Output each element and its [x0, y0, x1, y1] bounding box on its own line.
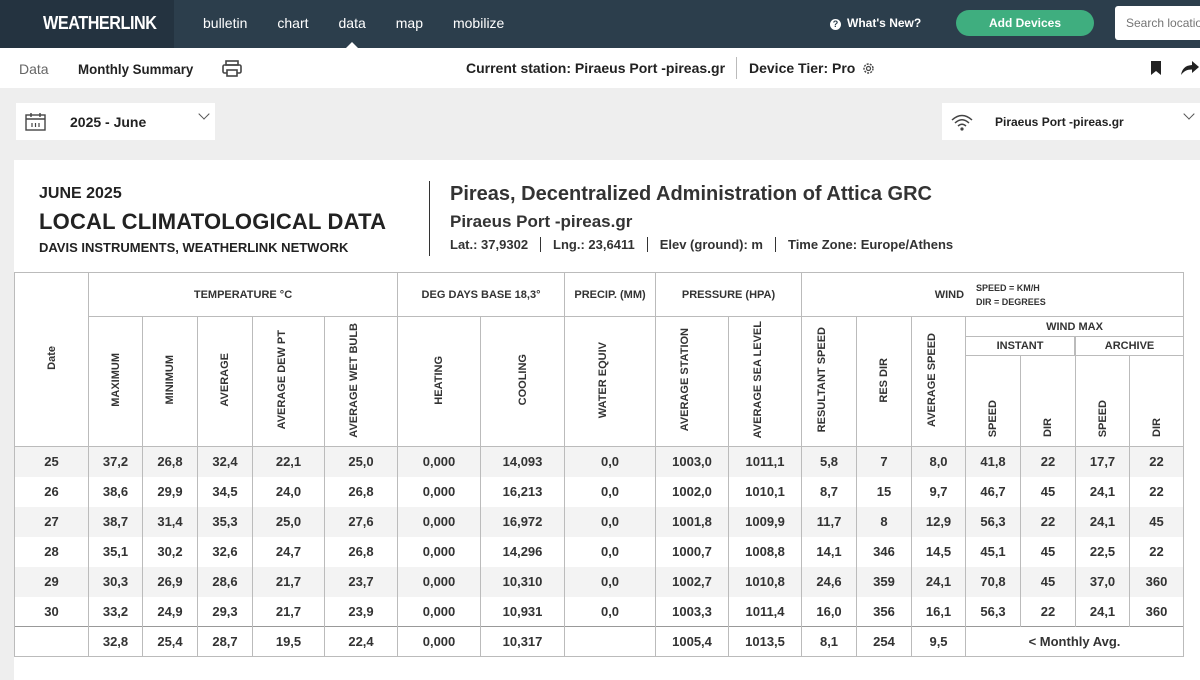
table-cell: 27: [15, 507, 89, 537]
table-cell: 37,2: [89, 447, 143, 477]
climate-table: [14, 272, 1184, 657]
month-value: 2025 - June: [70, 114, 147, 130]
nav-mobilize[interactable]: mobilize: [452, 15, 505, 31]
table-cell: 24,7: [253, 537, 325, 567]
search-input[interactable]: [1115, 6, 1200, 40]
table-cell: 33,2: [89, 597, 143, 627]
table-cell: 360: [1130, 597, 1184, 627]
table-cell: 26,8: [325, 477, 398, 507]
nav-map[interactable]: map: [395, 15, 423, 31]
table-cell: 38,7: [89, 507, 143, 537]
table-cell: 16,0: [802, 597, 857, 627]
station-value: Piraeus Port -pireas.gr: [995, 115, 1124, 129]
table-cell: 359: [857, 567, 912, 597]
wifi-icon: [950, 112, 974, 132]
table-cell: 22,1: [253, 447, 325, 477]
tab-monthly-summary[interactable]: Monthly Summary: [78, 61, 194, 77]
table-cell: 9,7: [912, 477, 966, 507]
table-cell: 30,3: [89, 567, 143, 597]
table-cell: 23,7: [325, 567, 398, 597]
group-deg-days: DEG DAYS BASE 18,3°: [398, 273, 565, 317]
group-pressure: PRESSURE (HPA): [656, 273, 802, 317]
table-cell: 22: [1130, 477, 1184, 507]
table-cell: 22: [1021, 447, 1076, 477]
current-station-label: Current station: Piraeus Port -pireas.gr: [466, 60, 726, 76]
table-cell: 26,8: [325, 537, 398, 567]
table-cell: 0,000: [398, 477, 481, 507]
table-cell: 0,0: [565, 477, 656, 507]
col-instant-speed: INSTANT SPEED: [966, 337, 1021, 447]
table-cell: 0,0: [565, 507, 656, 537]
table-cell: 0,000: [398, 597, 481, 627]
table-cell: 25,0: [253, 507, 325, 537]
table-cell: 31,4: [143, 507, 198, 537]
table-row: [15, 477, 1184, 507]
table-cell: 1009,9: [729, 507, 802, 537]
table-cell: 9,5: [912, 627, 966, 657]
chevron-down-icon: [1183, 108, 1194, 119]
table-cell: 0,0: [565, 447, 656, 477]
table-cell: 1011,1: [729, 447, 802, 477]
col-instant-dir: DIR: [1021, 337, 1076, 447]
table-cell: 14,296: [481, 537, 565, 567]
table-cell: 8,7: [802, 477, 857, 507]
table-cell: 17,7: [1076, 447, 1130, 477]
table-cell: 35,1: [89, 537, 143, 567]
col-minimum: MINIMUM: [143, 317, 198, 447]
group-instant: INSTANT: [965, 336, 1075, 356]
table-cell: 45: [1021, 567, 1076, 597]
table-cell: 28: [15, 537, 89, 567]
table-cell: 26,8: [143, 447, 198, 477]
col-average: AVERAGE: [198, 317, 253, 447]
table-cell: 16,213: [481, 477, 565, 507]
table-cell: 22,5: [1076, 537, 1130, 567]
table-cell: 356: [857, 597, 912, 627]
col-avg-sea-level: AVERAGE SEA LEVEL: [729, 317, 802, 447]
table-cell: 24,1: [912, 567, 966, 597]
col-res-dir: RES DIR: [857, 317, 912, 447]
device-tier-label: Device Tier: Pro: [749, 60, 856, 76]
table-cell: 0,000: [398, 507, 481, 537]
table-cell: 35,3: [198, 507, 253, 537]
monthly-avg-label: < Monthly Avg.: [966, 627, 1184, 657]
table-cell: 22: [1130, 447, 1184, 477]
table-cell: 29: [15, 567, 89, 597]
table-cell: 28,7: [198, 627, 253, 657]
table-cell: 1008,8: [729, 537, 802, 567]
divider: [736, 57, 737, 79]
table-cell: [565, 627, 656, 657]
table-cell: 32,8: [89, 627, 143, 657]
table-cell: 38,6: [89, 477, 143, 507]
table-cell: 41,8: [966, 447, 1021, 477]
table-cell: 23,9: [325, 597, 398, 627]
divider: [429, 181, 430, 256]
table-cell: 14,5: [912, 537, 966, 567]
col-dew-pt: AVERAGE DEW PT: [253, 317, 325, 447]
add-devices-button[interactable]: Add Devices: [956, 10, 1094, 36]
table-cell: 45: [1021, 537, 1076, 567]
table-row: [15, 597, 1184, 627]
group-precip: PRECIP. (MM): [565, 273, 656, 317]
table-row: [15, 447, 1184, 477]
table-cell: 1002,0: [656, 477, 729, 507]
col-archive-speed: ARCHIVE SPEED: [1076, 337, 1130, 447]
climatological-report: [14, 160, 1200, 680]
table-cell: 1013,5: [729, 627, 802, 657]
print-icon[interactable]: [222, 60, 242, 77]
table-cell: 10,310: [481, 567, 565, 597]
report-network: DAVIS INSTRUMENTS, WEATHERLINK NETWORK: [39, 240, 349, 255]
table-body: [15, 447, 1184, 657]
table-cell: 32,6: [198, 537, 253, 567]
col-cooling: COOLING: [481, 317, 565, 447]
table-cell: 22,4: [325, 627, 398, 657]
table-cell: 1011,4: [729, 597, 802, 627]
report-station: Piraeus Port -pireas.gr: [450, 212, 633, 231]
table-cell: 1010,1: [729, 477, 802, 507]
table-cell: 1002,7: [656, 567, 729, 597]
question-icon: ?: [830, 19, 841, 30]
group-archive: ARCHIVE: [1075, 336, 1184, 356]
table-cell: 56,3: [966, 507, 1021, 537]
table-cell: 12,9: [912, 507, 966, 537]
table-cell: 24,1: [1076, 507, 1130, 537]
table-cell: 254: [857, 627, 912, 657]
table-cell: 15: [857, 477, 912, 507]
col-heating: HEATING: [398, 317, 481, 447]
chevron-down-icon: [198, 108, 209, 119]
table-cell: 25,0: [325, 447, 398, 477]
table-cell: 16,1: [912, 597, 966, 627]
bookmark-icon[interactable]: [1151, 61, 1161, 75]
table-cell: 27,6: [325, 507, 398, 537]
table-row: [15, 507, 1184, 537]
table-cell: 29,3: [198, 597, 253, 627]
table-row: [15, 567, 1184, 597]
col-archive-dir: DIR: [1130, 337, 1184, 447]
table-cell: 0,0: [565, 567, 656, 597]
report-lng: Lng.: 23,6411: [540, 237, 647, 252]
table-cell: 1010,8: [729, 567, 802, 597]
report-elev: Elev (ground): m: [647, 237, 775, 252]
table-cell: 0,000: [398, 447, 481, 477]
table-cell: 0,0: [565, 537, 656, 567]
sub-toolbar: [0, 48, 1200, 88]
table-cell: 29,9: [143, 477, 198, 507]
station-selector[interactable]: [942, 103, 1200, 140]
monthly-avg-row: [15, 627, 1184, 657]
table-cell: 16,972: [481, 507, 565, 537]
nav-data[interactable]: data: [339, 0, 366, 48]
table-cell: 22: [1021, 597, 1076, 627]
table-cell: 0,0: [565, 597, 656, 627]
table-cell: 21,7: [253, 597, 325, 627]
table-cell: 1003,3: [656, 597, 729, 627]
table-cell: 45,1: [966, 537, 1021, 567]
table-cell: 1000,7: [656, 537, 729, 567]
table-cell: 19,5: [253, 627, 325, 657]
table-cell: 7: [857, 447, 912, 477]
group-wind-max: WIND MAX: [966, 317, 1184, 337]
table-cell: 37,0: [1076, 567, 1130, 597]
table-cell: 11,7: [802, 507, 857, 537]
table-cell: 24,1: [1076, 597, 1130, 627]
table-cell: 24,0: [253, 477, 325, 507]
table-cell: 0,000: [398, 537, 481, 567]
share-icon[interactable]: [1181, 60, 1199, 76]
report-lat: Lat.: 37,9302: [450, 237, 529, 252]
table-cell: 8: [857, 507, 912, 537]
table-cell: 34,5: [198, 477, 253, 507]
table-cell: 1005,4: [656, 627, 729, 657]
table-cell: 8,0: [912, 447, 966, 477]
main-nav: [203, 0, 534, 48]
col-date: Date: [15, 273, 89, 447]
table-cell: 0,000: [398, 567, 481, 597]
col-maximum: MAXIMUM: [89, 317, 143, 447]
report-timezone: Time Zone: Europe/Athens: [775, 237, 965, 252]
top-navbar: [0, 0, 1200, 48]
table-cell: 24,9: [143, 597, 198, 627]
table-cell: 1001,8: [656, 507, 729, 537]
table-cell: 0,000: [398, 627, 481, 657]
table-cell: [15, 627, 89, 657]
month-selector[interactable]: [16, 103, 215, 140]
table-cell: 45: [1130, 507, 1184, 537]
col-wet-bulb: AVERAGE WET BULB: [325, 317, 398, 447]
table-cell: 26,9: [143, 567, 198, 597]
nav-bulletin[interactable]: bulletin: [203, 15, 248, 31]
calendar-icon: [25, 113, 46, 131]
table-cell: 24,6: [802, 567, 857, 597]
group-temperature: TEMPERATURE °C: [89, 273, 398, 317]
table-cell: 10,317: [481, 627, 565, 657]
table-row: [15, 537, 1184, 567]
table-cell: 360: [1130, 567, 1184, 597]
table-cell: 10,931: [481, 597, 565, 627]
table-cell: 45: [1021, 477, 1076, 507]
report-title: LOCAL CLIMATOLOGICAL DATA: [39, 209, 387, 234]
table-cell: 22: [1130, 537, 1184, 567]
group-wind: WINDSPEED = KM/H DIR = DEGREES: [802, 273, 1184, 317]
table-cell: 8,1: [802, 627, 857, 657]
table-cell: 30,2: [143, 537, 198, 567]
table-cell: 26: [15, 477, 89, 507]
table-cell: 24,1: [1076, 477, 1130, 507]
table-cell: 56,3: [966, 597, 1021, 627]
report-place: Pireas, Decentralized Administration of Attica GRC: [450, 183, 932, 205]
table-cell: 14,093: [481, 447, 565, 477]
table-cell: 25: [15, 447, 89, 477]
table-cell: 32,4: [198, 447, 253, 477]
col-avg-speed: AVERAGE SPEED: [912, 317, 966, 447]
table-cell: 14,1: [802, 537, 857, 567]
nav-chart[interactable]: chart: [277, 15, 309, 31]
table-cell: 70,8: [966, 567, 1021, 597]
table-cell: 46,7: [966, 477, 1021, 507]
table-cell: 22: [1021, 507, 1076, 537]
table-cell: 30: [15, 597, 89, 627]
col-water-equiv: WATER EQUIV: [565, 317, 656, 447]
weatherlink-logo[interactable]: WEATHERLINK: [0, 0, 174, 48]
table-cell: 28,6: [198, 567, 253, 597]
report-month: JUNE 2025: [39, 185, 122, 202]
table-cell: 1003,0: [656, 447, 729, 477]
table-cell: 5,8: [802, 447, 857, 477]
table-cell: 25,4: [143, 627, 198, 657]
col-avg-station: AVERAGE STATION: [656, 317, 729, 447]
report-meta: [450, 237, 965, 252]
table-cell: 21,7: [253, 567, 325, 597]
table-cell: 346: [857, 537, 912, 567]
gear-icon[interactable]: [862, 62, 875, 75]
tab-data[interactable]: Data: [19, 61, 49, 77]
whats-new-link[interactable]: ? What's New?: [830, 0, 921, 46]
col-resultant-speed: RESULTANT SPEED: [802, 317, 857, 447]
